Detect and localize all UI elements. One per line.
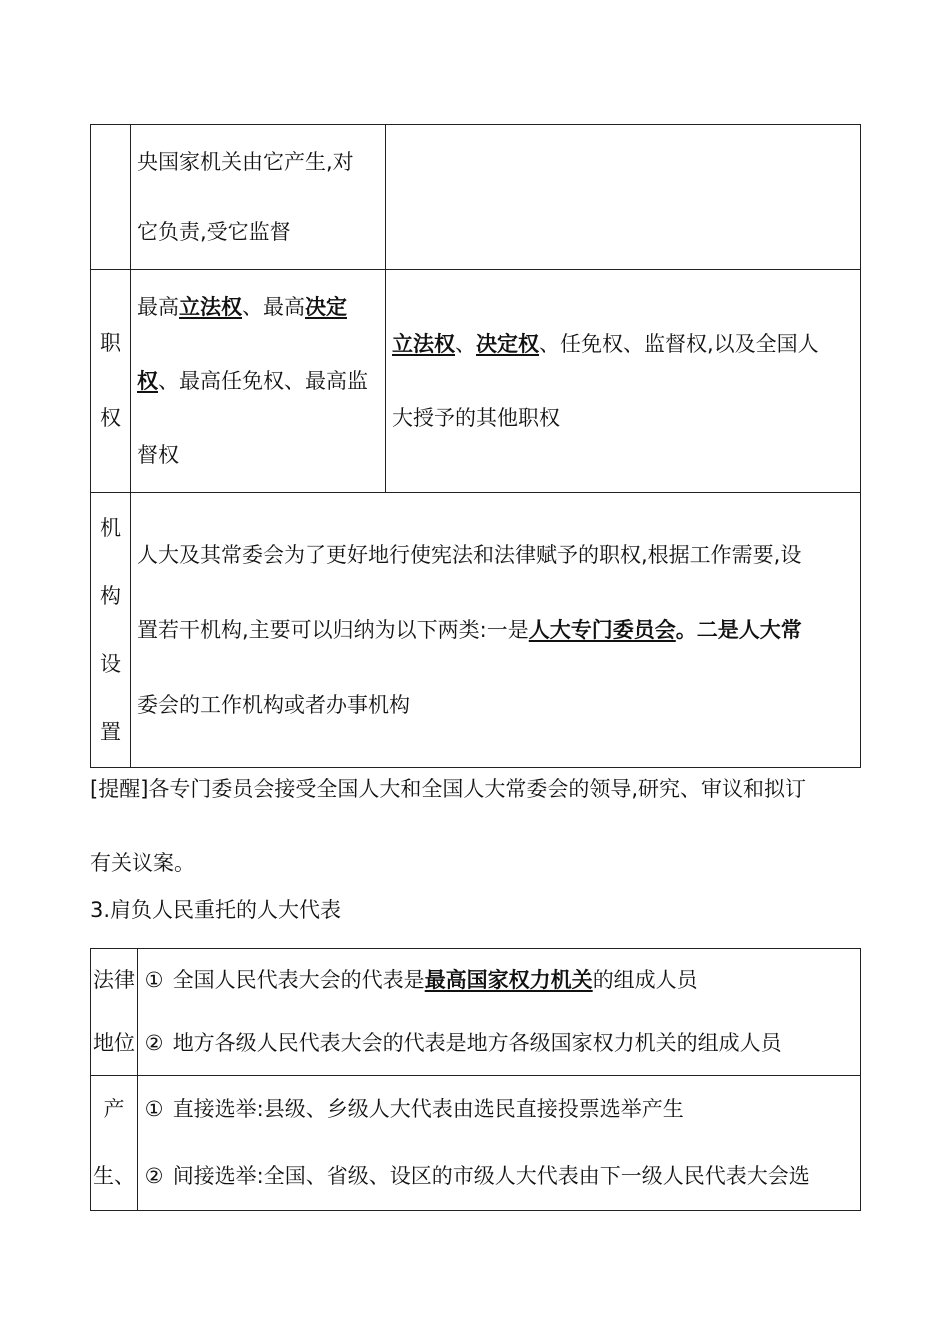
formation-line-2: 它负责,受它监督	[137, 220, 291, 244]
table-row	[91, 125, 861, 270]
label-char: 设	[100, 652, 121, 676]
org-line-3: 委会的工作机构或者办事机构	[137, 692, 410, 717]
text: 的组成人员	[592, 968, 698, 992]
key-term: 权	[137, 369, 158, 393]
table-row	[91, 270, 861, 493]
item-number: ②	[144, 1164, 164, 1188]
label-char: 职	[100, 331, 121, 355]
table-row	[91, 493, 861, 768]
text: 地方各级人民代表大会的代表是地方各级国家权力机关的组成人员	[172, 1031, 782, 1055]
text: 置若干机构,主要可以归纳为以下两类:一是	[137, 617, 529, 642]
label-line: 生、	[93, 1164, 135, 1188]
formation-line-1: 央国家机关由它产生,对	[137, 150, 354, 174]
powers-line-2: 大授予的其他职权	[392, 406, 560, 430]
institution-table	[90, 124, 861, 768]
powers-line-1	[137, 270, 381, 344]
item-number: ①	[144, 968, 164, 992]
label-line: 法律	[93, 968, 135, 992]
key-term: 最高国家权力机关	[424, 968, 593, 992]
label-line: 产	[103, 1097, 125, 1121]
text: 间接选举:全国、省级、设区的市级人大代表由下一级人民代表大会选	[172, 1164, 810, 1188]
key-term: 立法权	[179, 295, 242, 319]
committee-powers-cell	[386, 270, 861, 493]
production-cell	[138, 1076, 861, 1211]
table-row	[91, 1076, 861, 1211]
text: 全国人民代表大会的代表是	[172, 968, 425, 992]
key-term: 决定	[305, 295, 347, 319]
row-label-empty	[91, 125, 131, 270]
text: 直接选举:县级、乡级人大代表由选民直接投票选举产生	[172, 1097, 684, 1121]
label-line: 地位	[93, 1031, 135, 1055]
text: 、最高	[242, 295, 305, 319]
production-item-2	[142, 1143, 856, 1210]
legal-item-1	[142, 949, 856, 1012]
empty-cell	[386, 125, 861, 270]
label-char: 机	[100, 516, 121, 540]
organization-cell	[131, 493, 861, 768]
item-number: ①	[144, 1097, 164, 1121]
label-char: 权	[100, 406, 121, 430]
formation-cell	[131, 125, 386, 270]
production-item-1	[142, 1076, 856, 1143]
key-term: 人大专门委员会	[528, 617, 676, 642]
legal-status-cell	[138, 949, 861, 1076]
powers-line-1	[392, 307, 856, 381]
key-term: 立法权	[392, 332, 455, 356]
row-label-legal-status	[91, 949, 138, 1076]
powers-line-3: 督权	[137, 443, 179, 467]
npc-powers-cell	[131, 270, 386, 493]
table-row	[91, 949, 861, 1076]
powers-line-2	[137, 344, 381, 418]
text: 、最高任免权、最高监	[158, 369, 368, 393]
key-term: 决定权	[476, 332, 539, 356]
row-label-production	[91, 1076, 138, 1211]
section-heading: 3.肩负人民重托的人大代表	[90, 898, 342, 922]
label-char: 置	[100, 720, 121, 744]
text: 、任免权、监督权,以及全国人	[539, 332, 819, 356]
deputy-table	[90, 948, 861, 1211]
text: 最高	[137, 295, 179, 319]
legal-item-2	[142, 1012, 856, 1075]
reminder-paragraph	[90, 752, 860, 900]
text: 。二是人大常	[675, 617, 802, 642]
reminder-line-2: 有关议案。	[90, 851, 195, 875]
item-number: ②	[144, 1031, 164, 1055]
reminder-line-1: [提醒]各专门委员会接受全国人大和全国人大常委会的领导,研究、审议和拟订	[90, 777, 807, 801]
label-char: 构	[100, 584, 121, 608]
row-label-powers	[91, 270, 131, 493]
text: 、	[455, 332, 476, 356]
org-line-1: 人大及其常委会为了更好地行使宪法和法律赋予的职权,根据工作需要,设	[137, 542, 802, 567]
row-label-organization	[91, 493, 131, 768]
org-line-2	[137, 593, 856, 668]
